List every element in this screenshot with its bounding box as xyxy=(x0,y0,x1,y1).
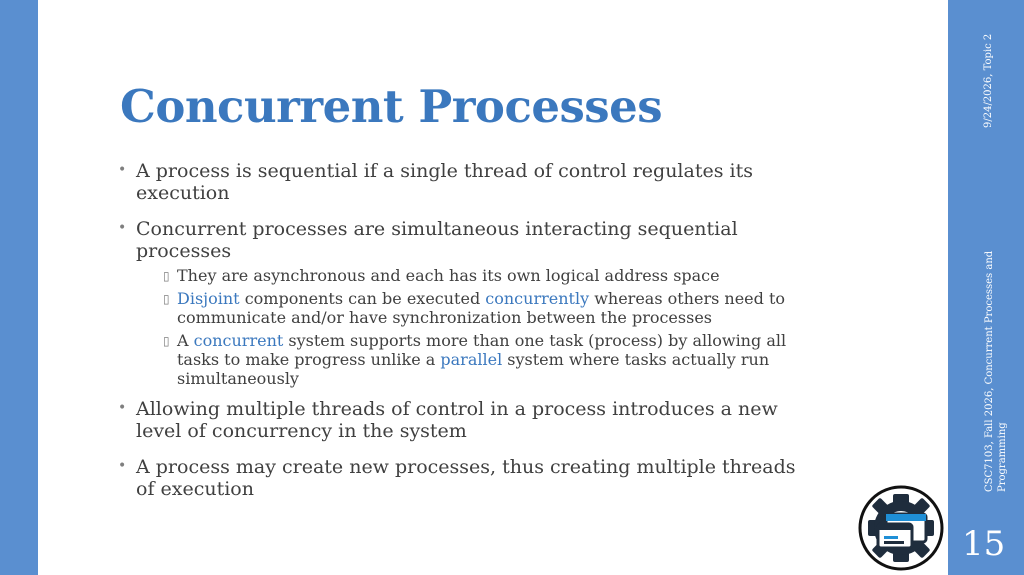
term-parallel: parallel xyxy=(440,350,503,369)
side-course-label: CSC7103, Fall 2026, Concurrent Processes and Programming xyxy=(984,250,1008,492)
bullet-text: A process may create new processes, thus creating multiple threads of execution xyxy=(136,456,796,500)
bullet-item xyxy=(118,160,818,204)
sub-bullet-box-icon: ▯ xyxy=(163,292,170,306)
left-accent-bar xyxy=(0,0,38,575)
sub-bullet-text: system where tasks actually run simultaneously xyxy=(177,350,770,388)
sub-bullet-item xyxy=(154,266,818,285)
bullet-dot-icon: • xyxy=(118,162,127,178)
sub-bullet-text: system supports more than one task (process) by allowing all tasks to make progress unlike a xyxy=(177,331,787,369)
bullet-item xyxy=(118,218,818,388)
sub-bullet-item xyxy=(154,289,818,327)
sub-bullet-text: A xyxy=(177,331,194,350)
sub-bullet-text: They are asynchronous and each has its own logical address space xyxy=(177,266,720,285)
sub-bullet-box-icon: ▯ xyxy=(163,334,170,348)
bullet-item xyxy=(118,398,818,442)
sub-bullet-text: components can be executed xyxy=(239,289,486,308)
bullet-item xyxy=(118,456,818,500)
side-date-label: 9/24/2026, Topic 2 xyxy=(983,33,994,128)
sub-bullet-text: whereas others need to communicate and/or have synchronization between the processes xyxy=(177,289,786,327)
bullet-text: Allowing multiple threads of control in a process introduces a new level of concurrency in the system xyxy=(136,398,778,442)
bullet-text: Concurrent processes are simultaneous interacting sequential processes xyxy=(136,218,738,262)
bullet-dot-icon: • xyxy=(118,458,127,474)
sub-bullet-box-icon: ▯ xyxy=(163,269,170,283)
sub-bullet-item xyxy=(154,331,818,388)
bullet-text: A process is sequential if a single thread of control regulates its execution xyxy=(136,160,753,204)
term-disjoint: Disjoint xyxy=(177,289,240,308)
slide-content xyxy=(118,160,818,514)
page-number: 15 xyxy=(962,524,1006,564)
bullet-dot-icon: • xyxy=(118,400,127,416)
sub-bullet-list xyxy=(136,266,818,388)
term-concurrently: concurrently xyxy=(485,289,590,308)
gear-window-logo-icon xyxy=(858,484,944,572)
term-concurrent: concurrent xyxy=(193,331,284,350)
bullet-dot-icon: • xyxy=(118,220,127,236)
slide-title: Concurrent Processes xyxy=(120,80,663,133)
